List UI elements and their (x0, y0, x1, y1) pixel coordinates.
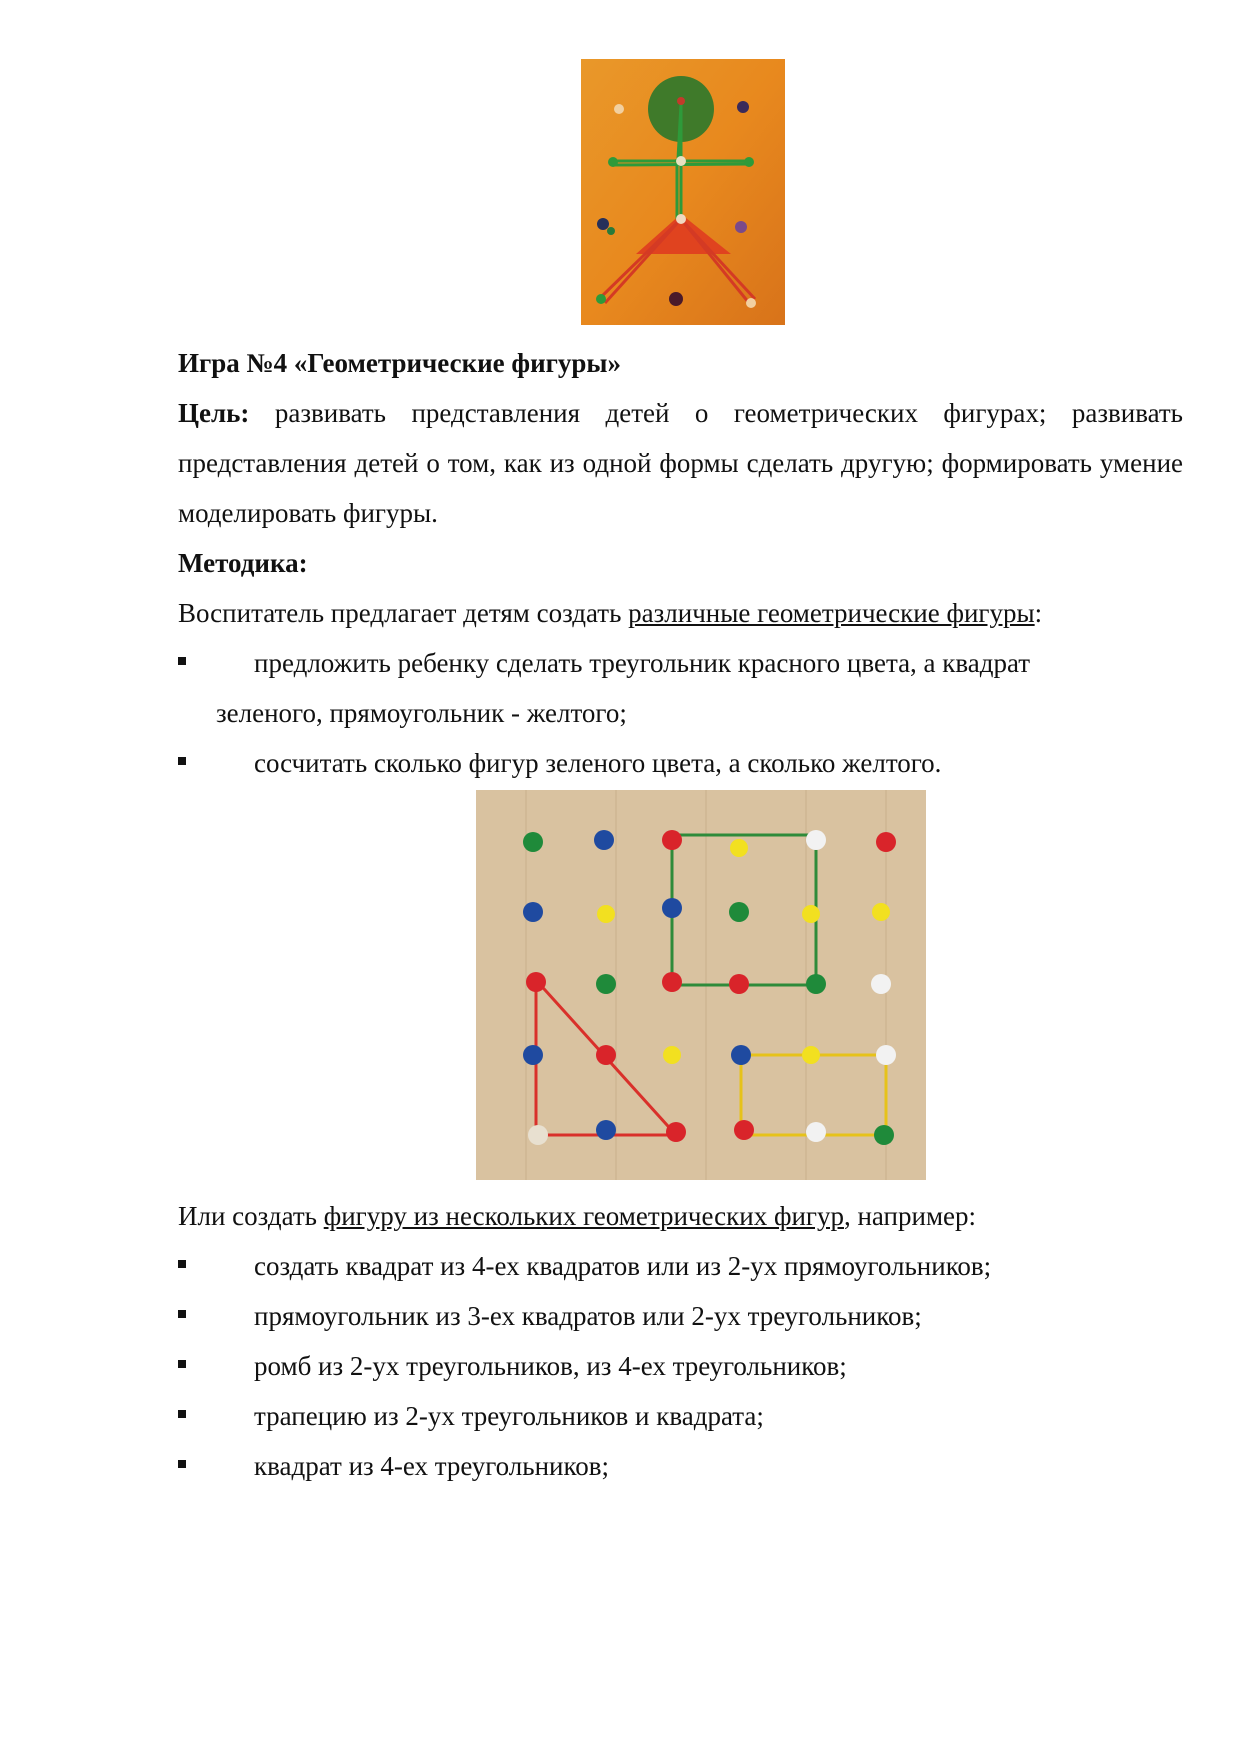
goal-label: Цель: (178, 398, 250, 428)
text-block-top (178, 338, 1183, 788)
bullet-text: сосчитать сколько фигур зеленого цвета, а сколько желтого. (254, 748, 942, 778)
method-intro-underlined: различные геометрические фигуры (628, 598, 1035, 628)
list-item: создать квадрат из 4-ех квадратов или из 2-ух прямоугольников; (178, 1241, 1183, 1291)
bullet-square-icon (178, 1410, 186, 1418)
bullet-text: предложить ребенку сделать треугольник красного цвета, а квадрат (254, 648, 1031, 678)
text-block-bottom (178, 1191, 1183, 1491)
list-item: прямоугольник из 3-ех квадратов или 2-ух треугольников; (178, 1291, 1183, 1341)
goal-text: развивать представления детей о геометрических фигурах; развивать представления детей о том, как из одной формы сделать другую; формировать умение моделировать фигуры. (178, 398, 1183, 528)
bullet-square-icon (178, 757, 186, 765)
bullet-square-icon (178, 1460, 186, 1468)
stick-figure-geoboard-photo (581, 59, 785, 325)
game-heading: Игра №4 «Геометрические фигуры» (178, 348, 622, 378)
alt-intro: Или создать фигуру из нескольких геометрических фигур, например: (178, 1201, 977, 1231)
bullet-square-icon (178, 657, 186, 665)
alt-intro-underlined: фигуру из нескольких геометрических фигур (323, 1201, 844, 1231)
list-item: ромб из 2-ух треугольников, из 4-ех треугольников; (178, 1341, 1183, 1391)
list-item: трапецию из 2-ух треугольников и квадрата; (178, 1391, 1183, 1441)
method-label: Методика: (178, 548, 308, 578)
bullet-square-icon (178, 1360, 186, 1368)
bullet-square-icon (178, 1310, 186, 1318)
bullet-square-icon (178, 1260, 186, 1268)
goal-paragraph (178, 388, 1183, 538)
bullet-text-continued: зеленого, прямоугольник - желтого; (216, 698, 627, 728)
geoboard-shapes-photo (476, 790, 926, 1180)
list-item (178, 738, 1183, 788)
list-item (178, 638, 1183, 738)
method-intro: Воспитатель предлагает детям создать различные геометрические фигуры: (178, 598, 1043, 628)
list-item: квадрат из 4-ех треугольников; (178, 1441, 1183, 1491)
